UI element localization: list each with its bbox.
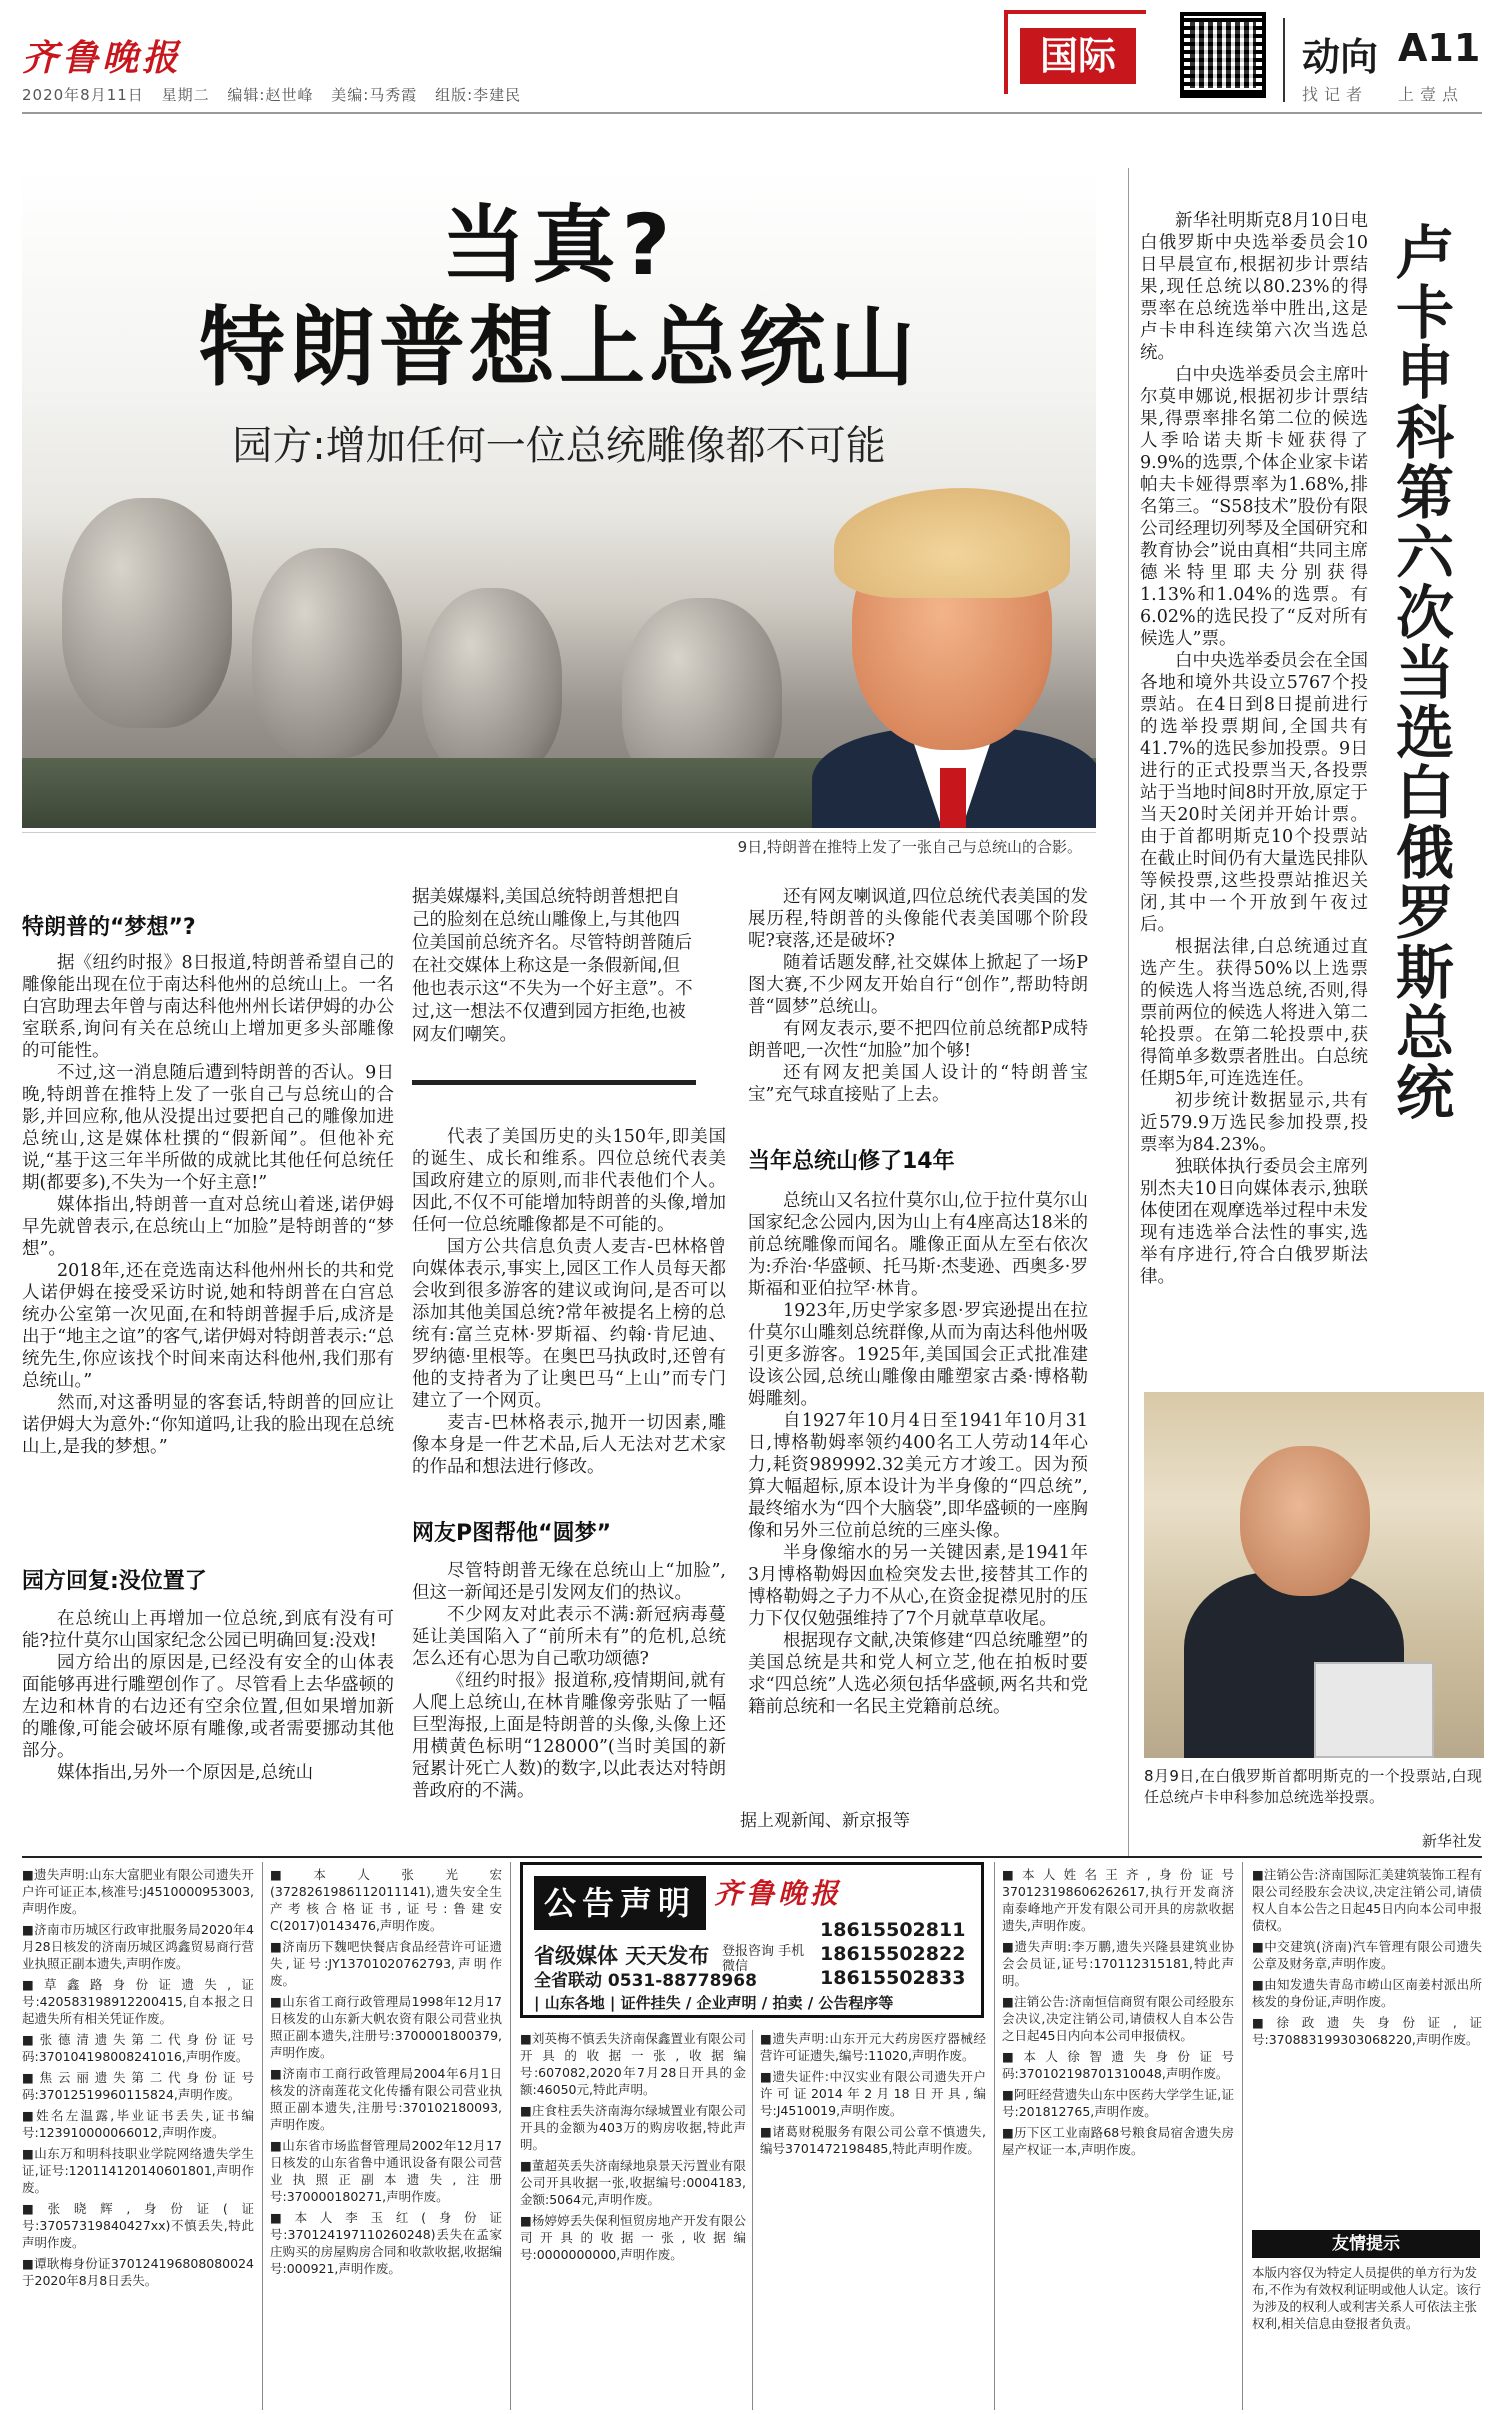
article-col3-top [748, 886, 1088, 1106]
notice-body: 本版内容仅为特定人员提供的单方行为发布,不作为有效权利证明或他人认定。该行为涉及的权利人或利害关系人可依法主张权利,相关信息由登报者负责。 [1252, 2265, 1481, 2331]
designer-credit: 美编:马秀霞 [331, 86, 418, 104]
classified-notice: ■杨婷婷丢失保利恒贸房地产开发有限公司开具的收据一张,收据编号:0000000000,声明作废。 [520, 2213, 746, 2262]
classified-notice: ■刘英梅不慎丢失济南保鑫置业有限公司开具的收据一张,收据编号:607082,2020年7月28日开具的金额:46050元,特此声明。 [520, 2031, 746, 2097]
classified-notice: ■本人张光宏(3728261986112011141),遗失安全生产考核合格证书,证号:鲁建安C(2017)0143476,声明作废。 [270, 1867, 502, 1933]
ad-phone-label: 登报咨询 手机微信 [722, 1944, 805, 1974]
article-paragraph: 自1927年10月4日至1941年10月31日,博格勒姆率领约400名工人劳动14年心力,耗资989992.32美元方才竣工。因为预算大幅超标,原本设计为半身像的“四总统”,最终缩水为“四个大脑袋”,即华盛顿的一座胸像和另外三位前总统的三座头像。 [748, 1411, 1088, 1541]
classifieds-col5 [1002, 1866, 1234, 2406]
side-paragraph: 初步统计数据显示,共有近579.9万选民参加投票,投票率为84.23%。 [1140, 1091, 1368, 1155]
side-photo-credit: 新华社发 [1421, 1832, 1482, 1850]
article-paragraph: 2018年,还在竞选南达科他州州长的共和党人诺伊姆在接受采访时说,她和特朗普在白宫总统办公室第一次见面,在和特朗普握手后,成济是出于“地主之谊”的客气,诺伊姆对特朗普表示:“总统先生,你应该找个时间来南达科他州,我们那有总统山。” [22, 1261, 394, 1391]
classifieds-divider [994, 1862, 995, 2410]
app-tagline: 上壹点 [1398, 85, 1465, 104]
classified-notice: ■阿旺经营遗失山东中医药大学学生证,证号:201812765,声明作废。 [1002, 2087, 1234, 2119]
article-paragraph: 不过,这一消息随后遭到特朗普的否认。9日晚,特朗普在推特上发了一张自己与总统山的合影,并回应称,他从没提出过要把自己的雕像加进总统山,这是媒体杜撰的“假新闻”。但他补充说,“基于这三年半所做的成就比其他任何总统任期(都要多),不失为一个好主意!” [22, 1063, 394, 1193]
reporter-tagline: 找记者 [1302, 85, 1369, 104]
article-col2-bottom [412, 1560, 726, 1802]
side-paragraph: 白中央选举委员会在全国各地和境外共设立5767个投票站。在4日到8日提前进行的选举投票期间,全国共有41.7%的选民参加投票。9日进行的正式投票当天,各投票站于当地时间8时开放,原定于当天20时关闭并开始计票。由于首都明斯克10个投票站在截止时间仍有大量选民排队等候投票,这些投票站推迟关闭,其中一个开放到午夜过后。 [1140, 651, 1368, 935]
article-col2-top [412, 1126, 726, 1478]
caption-rule [22, 832, 1096, 833]
subhead-photoshop: 网友P图帮他“圆梦” [412, 1521, 612, 1546]
classifieds-col4 [760, 2030, 986, 2406]
photo-figure-face [1240, 1446, 1370, 1596]
article-paragraph: 随着话题发酵,社交媒体上掀起了一场P图大赛,不少网友开始自行“创作”,帮助特朗普“圆梦”总统山。 [748, 953, 1088, 1017]
article-paragraph: 半身像缩水的另一关键因素,是1941年3月博格勒姆因血检突发去世,接替其工作的博格勒姆之子力不从心,在资金捉襟见肘的压力下仅仅勉强维持了7个月就草草收尾。 [748, 1543, 1088, 1629]
classifieds-divider [752, 2030, 753, 2410]
classified-notice: ■本人徐智遗失身份证号码:370102198701310048,声明作废。 [1002, 2049, 1234, 2081]
column-divider [1128, 168, 1129, 1858]
header-rule [22, 112, 1482, 114]
article-paragraph: 有网友表示,要不把四位前总统都P成特朗普吧,一次性“加脸”加个够! [748, 1019, 1088, 1061]
article-paragraph: 国方公共信息负责人麦吉-巴林格曾向媒体表示,事实上,园区工作人员每天都会收到很多游客的建议或询问,是否可以添加其他美国总统?常年被提名上榜的总统有:富兰克林·罗斯福、约翰·肯尼迪、罗纳德·里根等。在奥巴马执政时,还曾有他的支持者为了让奥巴马“上山”而专门建立了一个网页。 [412, 1237, 726, 1411]
classifieds-divider [510, 1862, 511, 2410]
classifieds-col3 [520, 2030, 746, 2406]
page-number: A11 [1398, 26, 1481, 70]
ad-phone[interactable]: 18615502822 [820, 1943, 966, 1965]
classified-notice: ■张德清遗失第二代身份证号码:370104198008241016,声明作废。 [22, 2032, 254, 2064]
qr-code-icon[interactable] [1180, 12, 1266, 98]
classifieds-col2 [270, 1866, 502, 2406]
article-paragraph: 然而,对这番明显的客套话,特朗普的回应让诺伊姆大为意外:“你知道吗,让我的脸出现在总统山上,是我的梦想。” [22, 1393, 394, 1457]
classified-notice: ■遗失证件:中汉实业有限公司遗失开户许可证2014年2月18日开具,编号:J4510019,声明作废。 [760, 2069, 986, 2118]
proof-credit: 组版:李建民 [435, 86, 522, 104]
section-label: 国际 [1020, 28, 1136, 84]
classified-notice: ■山东省市场监督管理局2002年12月17日核发的山东省鲁中通讯设备有限公司营业执照正副本遗失,注册号:370000180271,声明作废。 [270, 2138, 502, 2204]
classified-notice: ■遗失声明:山东大富肥业有限公司遗失开户许可证正本,核准号:J4510000953003,声明作废。 [22, 1867, 254, 1916]
article-col1-bottom [22, 1608, 394, 1784]
classified-notice: ■姓名左温露,毕业证书丢失,证书编号:123910000066012,声明作废。 [22, 2108, 254, 2140]
classifieds-col1 [22, 1866, 254, 2406]
classified-notice: ■注销公告:济南国际汇美建筑装饰工程有限公司经股东会决议,决定注销公司,请债权人自本公告之日起45日内向本公司申报债权。 [1252, 1867, 1482, 1933]
article-credit: 据上观新闻、新京报等 [740, 1811, 910, 1831]
ad-phone-list [820, 1918, 965, 1990]
classified-notice: ■由知发遗失青岛市崂山区南姜村派出所核发的身份证,声明作废。 [1252, 1977, 1482, 2009]
article-paragraph: 根据现存文献,决策修建“四总统雕塑”的美国总统是共和党人柯立芝,他在拍板时要求“四总统”人选必须包括华盛顿,两名共和党籍前总统和一名民主党籍前总统。 [748, 1631, 1088, 1717]
side-paragraph: 根据法律,白总统通过直选产生。获得50%以上选票的候选人将当选总统,否则,得票前两位的候选人将进入第二轮投票。在第二轮投票中,获得简单多数票者胜出。白总统任期5年,可连选连任。 [1140, 937, 1368, 1089]
article-paragraph: 尽管特朗普无缘在总统山上“加脸”,但这一新闻还是引发网友们的热议。 [412, 1561, 726, 1603]
article-paragraph: 《纽约时报》报道称,疫情期间,就有人爬上总统山,在林肯雕像旁张贴了一幅巨型海报,上面是特朗普的头像,头像上还用横黄色标明“128000”(当时美国的新冠累计死亡人数)的数字,以此表达对特朗普政府的不满。 [412, 1671, 726, 1801]
headline-line2: 特朗普想上总统山 [199, 298, 919, 398]
subhead-park-reply: 园方回复:没位置了 [22, 1569, 207, 1594]
ballot-box [1314, 1662, 1434, 1758]
classified-notice: ■焦云丽遗失第二代身份证号码:37012519960115824,声明作废。 [22, 2070, 254, 2102]
ad-hotline: 全省联动 0531-88778968 [534, 1971, 757, 1991]
article-paragraph: 在总统山上再增加一位总统,到底有没有可能?拉什莫尔山国家纪念公园已明确回复:没戏! [22, 1609, 394, 1651]
editor-credit: 编辑:赵世峰 [227, 86, 314, 104]
classified-notice: ■济南市历城区行政审批服务局2020年4月28日核发的济南历城区鸿鑫贸易商行营业执照正副本遗失,声明作废。 [22, 1922, 254, 1971]
article-paragraph: 麦吉-巴林格表示,抛开一切因素,雕像本身是一件艺术品,后人无法对艺术家的作品和想法进行修改。 [412, 1413, 726, 1477]
masthead-logo: 齐鲁晚报 [22, 37, 183, 79]
jefferson-sculpture [252, 548, 402, 758]
classified-notice: ■山东万和明科技职业学院网络遗失学生证,证号:120114120140601801,声明作废。 [22, 2146, 254, 2195]
tie [940, 768, 966, 828]
classified-notice: ■历下区工业南路68号粮食局宿舍遗失房屋产权证一本,声明作废。 [1002, 2125, 1234, 2157]
column-name: 动向 [1302, 35, 1379, 79]
article-paragraph: 还有网友把美国人设计的“特朗普宝宝”充气球直接贴了上去。 [748, 1063, 1088, 1105]
ad-phone[interactable]: 18615502811 [820, 1919, 966, 1941]
classifieds-divider [262, 1862, 263, 2410]
header-divider [1283, 18, 1285, 102]
ad-phone[interactable]: 18615502833 [820, 1967, 966, 1989]
hero-photo [22, 168, 1096, 828]
issue-weekday: 星期二 [161, 86, 210, 104]
ad-masthead: 齐鲁晚报 [714, 1877, 843, 1910]
classified-notice: ■诸葛财税服务有限公司公章不慎遗失,编号3701472198485,特此声明作废。 [760, 2124, 986, 2156]
classifieds-rule [22, 1856, 1482, 1858]
side-paragraph: 新华社明斯克8月10日电 白俄罗斯中央选举委员会10日早晨宣布,根据初步计票结果,现任总统以80.23%的得票率在总统选举中胜出,这是卢卡申科连续第六次当选总统。 [1140, 211, 1368, 363]
classified-notice: ■徐政遗失身份证,证号:370883199303068220,声明作废。 [1252, 2015, 1482, 2047]
classifieds-divider [1242, 1862, 1243, 2410]
article-paragraph: 据《纽约时报》8日报道,特朗普希望自己的雕像能出现在位于南达科他州的总统山上。一名白宫助理去年曾与南达科他州州长诺伊姆的办公室联系,询问有关在总统山上增加更多头部雕像的可能性。 [22, 953, 394, 1061]
classified-notice: ■注销公告:济南恒信商贸有限公司经股东会决议,决定注销公司,请债权人自本公告之日起45日内向本公司申报债权。 [1002, 1994, 1234, 2043]
article-paragraph: 1923年,历史学家多恩·罗宾逊提出在拉什莫尔山雕刻总统群像,从而为南达科他州吸引更多游客。1925年,美国国会正式批准建设该公园,总统山雕像由雕塑家古桑·博格勒姆雕刻。 [748, 1301, 1088, 1409]
lead-rule [412, 1080, 696, 1085]
article-paragraph: 代表了美国历史的头150年,即美国的诞生、成长和维系。四位总统代表美国政府建立的原则,而非代表他们个人。因此,不仅不可能增加特朗普的头像,增加任何一位总统雕像都是不可能的。 [412, 1127, 726, 1235]
classified-notice: ■济南市工商行政管理局2004年6月1日核发的济南莲花文化传播有限公司营业执照正副本遗失,注册号:370102180093,声明作废。 [270, 2066, 502, 2132]
portrait-hair [834, 488, 1070, 598]
headline-line1: 当真? [441, 196, 677, 294]
issue-meta [22, 84, 533, 105]
article-col1-top [22, 952, 394, 1458]
article-paragraph: 不少网友对此表示不满:新冠病毒蔓延让美国陷入了“前所未有”的危机,总统怎么还有心思为自己歌功颂德? [412, 1605, 726, 1669]
article-col3-bottom [748, 1190, 1088, 1718]
subhead-history: 当年总统山修了14年 [748, 1149, 955, 1174]
side-photo-caption: 8月9日,在白俄罗斯首都明斯克的一个投票站,白现任总统卢卡申科参加总统选举投票。 [1144, 1767, 1482, 1806]
classifieds-col6 [1252, 1866, 1482, 2222]
notice-title: 友情提示 [1252, 2230, 1480, 2258]
article-paragraph: 还有网友喇讽道,四位总统代表美国的发展历程,特朗普的头像能代表美国哪个阶段呢?衰落,还是破坏? [748, 887, 1088, 951]
hero-caption: 9日,特朗普在推特上发了一张自己与总统山的合影。 [737, 838, 1082, 856]
headline-subtitle: 园方:增加任何一位总统雕像都不可能 [232, 423, 886, 469]
side-paragraph: 白中央选举委员会主席叶尔莫申娜说,根据初步计票结果,得票率排名第二位的候选人季哈诺夫斯卡娅获得了9.9%的选票,个体企业家卡诺帕夫卡娅得票率为1.68%,排名第三。“S58技术”股份有限公司经理切列琴及全国研究和教育协会”说由真相“共同主席德米特里耶夫分别获得1.13%和1.04%的选票。有6.02%的选民投了“反对所有候选人”票。 [1140, 365, 1368, 649]
classified-notice: ■济南历下魏吧快餐店食品经营许可证遗失,证号:JY13701020762793,声明作废。 [270, 1939, 502, 1988]
classified-notice: ■谭耿梅身份证370124196808080024于2020年8月8日丢失。 [22, 2256, 254, 2288]
article-lead: 据美媒爆料,美国总统特朗普想把自己的脸刻在总统山雕像上,与其他四位美国前总统齐名。尽管特朗普随后在社交媒体上称这是一条假新闻,但他也表示这“不失为一个好主意”。不过,这一想法不仅遭到园方拒绝,也被网友们嘲笑。 [412, 887, 693, 1045]
article-paragraph: 园方给出的原因是,已经没有安全的山体表面能够再进行雕塑创作了。尽管看上去华盛顿的左边和林肯的右边还有空余位置,但如果增加新的雕像,可能会破坏原有雕像,或者需要挪动其他部分。 [22, 1653, 394, 1761]
classified-notice: ■草鑫路身份证遗失,证号:420583198912200415,自本报之日起遗失所有相关凭证作废。 [22, 1977, 254, 2026]
classified-notice: ■山东省工商行政管理局1998年12月17日核发的山东新大帆农资有限公司营业执照正副本遗失,注册号:3700001800379,声明作废。 [270, 1994, 502, 2060]
side-paragraph: 独联体执行委员会主席列别杰夫10日向媒体表示,独联体使团在观摩选举过程中未发现有违选举合法性的事实,选举有序进行,符合白俄罗斯法律。 [1140, 1157, 1368, 1287]
ad-services: | 山东各地 | 证件挂失 / 企业声明 / 拍卖 / 公告程序等 [534, 1994, 894, 2012]
issue-date: 2020年8月11日 [22, 86, 144, 104]
washington-sculpture [62, 498, 232, 728]
ad-slogan: 省级媒体 天天发布 [534, 1944, 710, 1968]
side-photo [1144, 1392, 1484, 1758]
classified-notice: ■庄食柱丢失济南海尔绿城置业有限公司开具的金额为403万的购房收据,特此声明。 [520, 2103, 746, 2152]
article-paragraph: 总统山又名拉什莫尔山,位于拉什莫尔山国家纪念公园内,因为山上有4座高达18米的前总统雕像而闻名。雕像正面从左至右依次为:乔治·华盛顿、托马斯·杰斐逊、西奥多·罗斯福和亚伯拉罕·林肯。 [748, 1191, 1088, 1299]
article-paragraph: 媒体指出,特朗普一直对总统山着迷,诺伊姆早先就曾表示,在总统山上“加脸”是特朗普的“梦想”。 [22, 1195, 394, 1259]
classified-notice: ■本人姓名王齐,身份证号370123198606262617,执行开发商济南泰峰地产开发有限公司开具的房款收据遗失,声明作废。 [1002, 1867, 1234, 1933]
classified-notice: ■遗失声明:山东开元大药房医疗器械经营许可证遗失,编号:11020,声明作废。 [760, 2031, 986, 2063]
roosevelt-sculpture [422, 588, 562, 778]
side-headline: 卢卡申科第六次当选白俄罗斯总统 [1386, 222, 1454, 1122]
side-article-body [1140, 210, 1368, 1288]
article-paragraph: 媒体指出,另外一个原因是,总统山 [57, 1763, 314, 1783]
subhead-dream: 特朗普的“梦想”? [22, 915, 196, 940]
classified-notice: ■董超英丢失济南绿地泉景天污置业有限公司开具收据一张,收据编号:0004183,金额:5064元,声明作废。 [520, 2158, 746, 2207]
ad-logo: 公告声明 [534, 1876, 706, 1930]
classified-notice: ■本人李玉红(身份证号:370124197110260248)丢失在孟家庄购买的房屋购房合同和收款收据,收据编号:000921,声明作废。 [270, 2210, 502, 2276]
classified-notice: ■中交建筑(济南)汽车管理有限公司遗失公章及财务章,声明作废。 [1252, 1939, 1482, 1971]
classified-notice: ■张晓辉,身份证(证号:37057319840427xx)不慎丢失,特此声明作废。 [22, 2201, 254, 2250]
classified-notice: ■遗失声明:李万鹏,遗失兴隆县建筑业协会会员证,证号:170112315181,特此声明。 [1002, 1939, 1234, 1988]
